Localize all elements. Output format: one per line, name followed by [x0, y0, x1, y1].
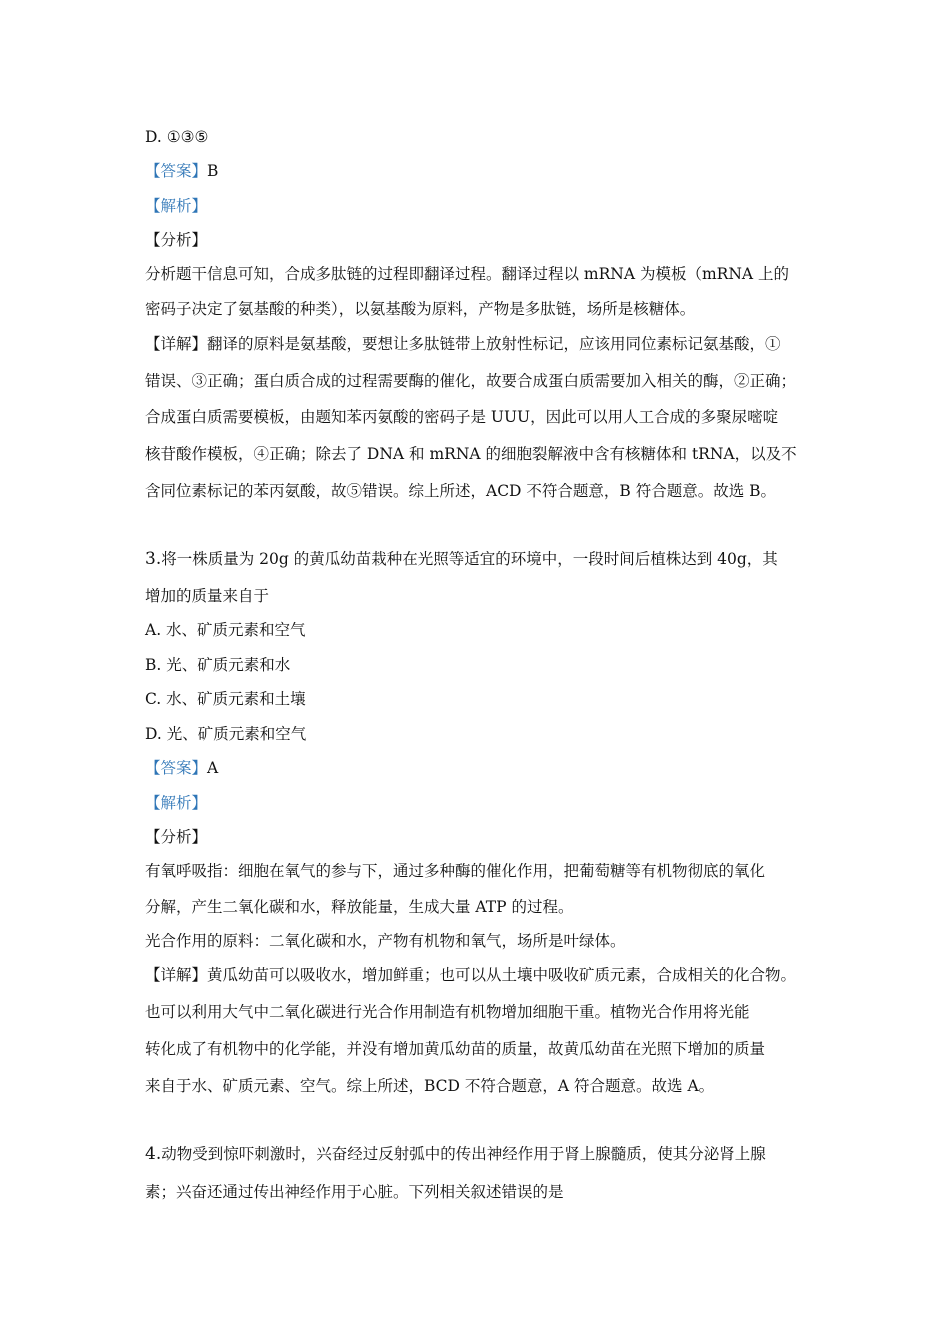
q2-fenxi-tag: 【分析】 — [145, 231, 208, 249]
answer-tag: 【答案】 — [145, 759, 208, 777]
detail-tag: 【详解】 — [145, 966, 208, 984]
q3-analysis-line: 光合作用的原料：二氧化碳和水，产物有机物和氧气，场所是叶绿体。 — [145, 932, 626, 950]
q4-stem-line: 4.动物受到惊吓刺激时，兴奋经过反射弧中的传出神经作用于肾上腺髓质，使其分泌肾上腺 — [145, 1144, 766, 1164]
q2-detail-line: 含同位素标记的苯丙氨酸，故⑤错误。综上所述，ACD 不符合题意，B 符合题意。故选 B。 — [145, 482, 777, 500]
q2-jiexi-tag: 【解析】 — [145, 197, 208, 215]
q3-analysis-line: 有氧呼吸指：细胞在氧气的参与下，通过多种酶的催化作用，把葡萄糖等有机物彻底的氧化 — [145, 862, 766, 880]
q3-stem-line: 3.将一株质量为 20g 的黄瓜幼苗栽种在光照等适宜的环境中，一段时间后植株达到 40g，其 — [145, 549, 778, 569]
q3-option-d: D. 光、矿质元素和空气 — [145, 725, 307, 743]
q2-analysis-line: 密码子决定了氨基酸的种类），以氨基酸为原料，产物是多肽链，场所是核糖体。 — [145, 300, 696, 318]
q2-analysis-line: 分析题干信息可知，合成多肽链的过程即翻译过程。翻译过程以 mRNA 为模板（mRNA 上的 — [145, 265, 790, 283]
question-number: 3. — [145, 549, 162, 569]
q3-answer-line — [145, 757, 218, 779]
q3-detail-line: 来自于水、矿质元素、空气。综上所述，BCD 不符合题意，A 符合题意。故选 A。 — [145, 1077, 715, 1095]
question-number: 4. — [145, 1144, 162, 1164]
q3-option-c: C. 水、矿质元素和土壤 — [145, 690, 306, 708]
q2-detail-line: 合成蛋白质需要模板，由题知苯丙氨酸的密码子是 UUU，因此可以用人工合成的多聚尿嘧啶 — [145, 408, 779, 426]
answer-value: B — [207, 162, 219, 180]
q2-option-d: D. ①③⑤ — [145, 128, 209, 146]
detail-tag: 【详解】 — [145, 335, 208, 353]
q2-answer-line — [145, 160, 218, 182]
q3-option-a: A. 水、矿质元素和空气 — [145, 621, 306, 639]
answer-value: A — [207, 759, 219, 777]
q2-detail-line: 核苷酸作模板，④正确；除去了 DNA 和 mRNA 的细胞裂解液中含有核糖体和 tRNA，以及不 — [145, 445, 797, 463]
q3-option-b: B. 光、矿质元素和水 — [145, 656, 291, 674]
q2-detail-line: 【详解】翻译的原料是氨基酸，要想让多肽链带上放射性标记，应该用同位素标记氨基酸，① — [145, 335, 781, 353]
q3-analysis-line: 分解，产生二氧化碳和水，释放能量，生成大量 ATP 的过程。 — [145, 898, 574, 916]
q3-detail-line: 也可以利用大气中二氧化碳进行光合作用制造有机物增加细胞干重。植物光合作用将光能 — [145, 1003, 750, 1021]
q2-detail-line: 错误、③正确；蛋白质合成的过程需要酶的催化，故要合成蛋白质需要加入相关的酶，②正确； — [145, 372, 797, 390]
q4-stem-line: 素；兴奋还通过传出神经作用于心脏。下列相关叙述错误的是 — [145, 1183, 564, 1201]
answer-tag: 【答案】 — [145, 162, 208, 180]
q3-detail-line: 【详解】黄瓜幼苗可以吸收水，增加鲜重；也可以从土壤中吸收矿质元素，合成相关的化合物。 — [145, 966, 797, 984]
q3-stem-line: 增加的质量来自于 — [145, 587, 270, 605]
q3-detail-line: 转化成了有机物中的化学能，并没有增加黄瓜幼苗的质量，故黄瓜幼苗在光照下增加的质量 — [145, 1040, 766, 1058]
q3-fenxi-tag: 【分析】 — [145, 828, 208, 846]
q3-jiexi-tag: 【解析】 — [145, 794, 208, 812]
